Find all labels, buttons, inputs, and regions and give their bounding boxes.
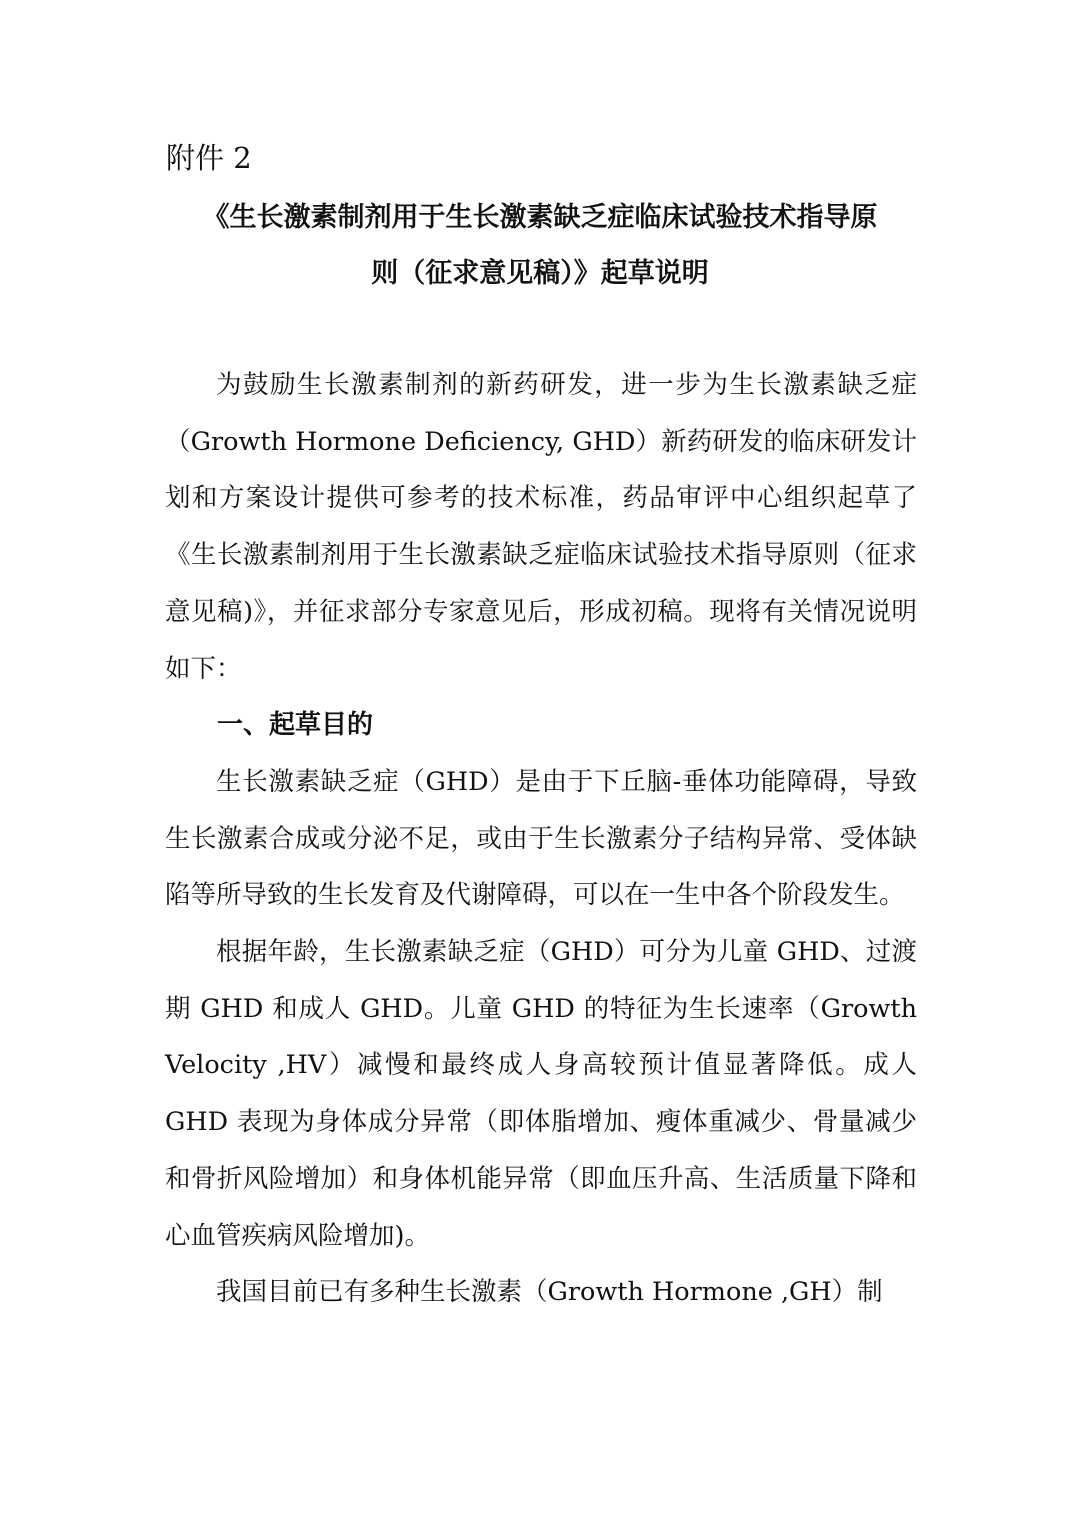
body-paragraph-classification: 根据年龄，生长激素缺乏症（GHD）可分为儿童 GHD、过渡期 GHD 和成人 GHD。儿童 GHD 的特征为生长速率（Growth Velocity ,HV）减慢和最终成人身高较预计值显著降低。成人 GHD 表现为身体成分异常（即体脂增加、瘦体重减少、骨量减少和骨折风险增加）和身体机能异常（即血压升高、生活质量下降和心血管疾病风险增加)。 (165, 937, 917, 1251)
title-line-2: 则（征求意见稿）》起草说明 (371, 258, 709, 289)
body-paragraph-current-status: 我国目前已有多种生长激素（Growth Hormone ,GH）制 (216, 1277, 883, 1308)
document-body (165, 357, 917, 1321)
intro-paragraph: 为鼓励生长激素制剂的新药研发，进一步为生长激素缺乏症（Growth Hormone Deficiency, GHD）新药研发的临床研发计划和方案设计提供可参考的技术标准，药品审评中心组织起草了《生长激素制剂用于生长激素缺乏症临床试验技术指导原则（征求意见稿)》，并征求部分专家意见后，形成初稿。现将有关情况说明如下： (165, 370, 917, 684)
title-line-1: 《生长激素制剂用于生长激素缺乏症临床试验技术指导原 (202, 202, 878, 233)
document-title (150, 190, 930, 302)
body-paragraph-definition: 生长激素缺乏症（GHD）是由于下丘脑-垂体功能障碍，导致生长激素合成或分泌不足，或由于生长激素分子结构异常、受体缺陷等所导致的生长发育及代谢障碍，可以在一生中各个阶段发生。 (165, 766, 917, 911)
section-heading-purpose: 一、起草目的 (217, 710, 374, 741)
attachment-label: 附件 2 (166, 141, 252, 175)
